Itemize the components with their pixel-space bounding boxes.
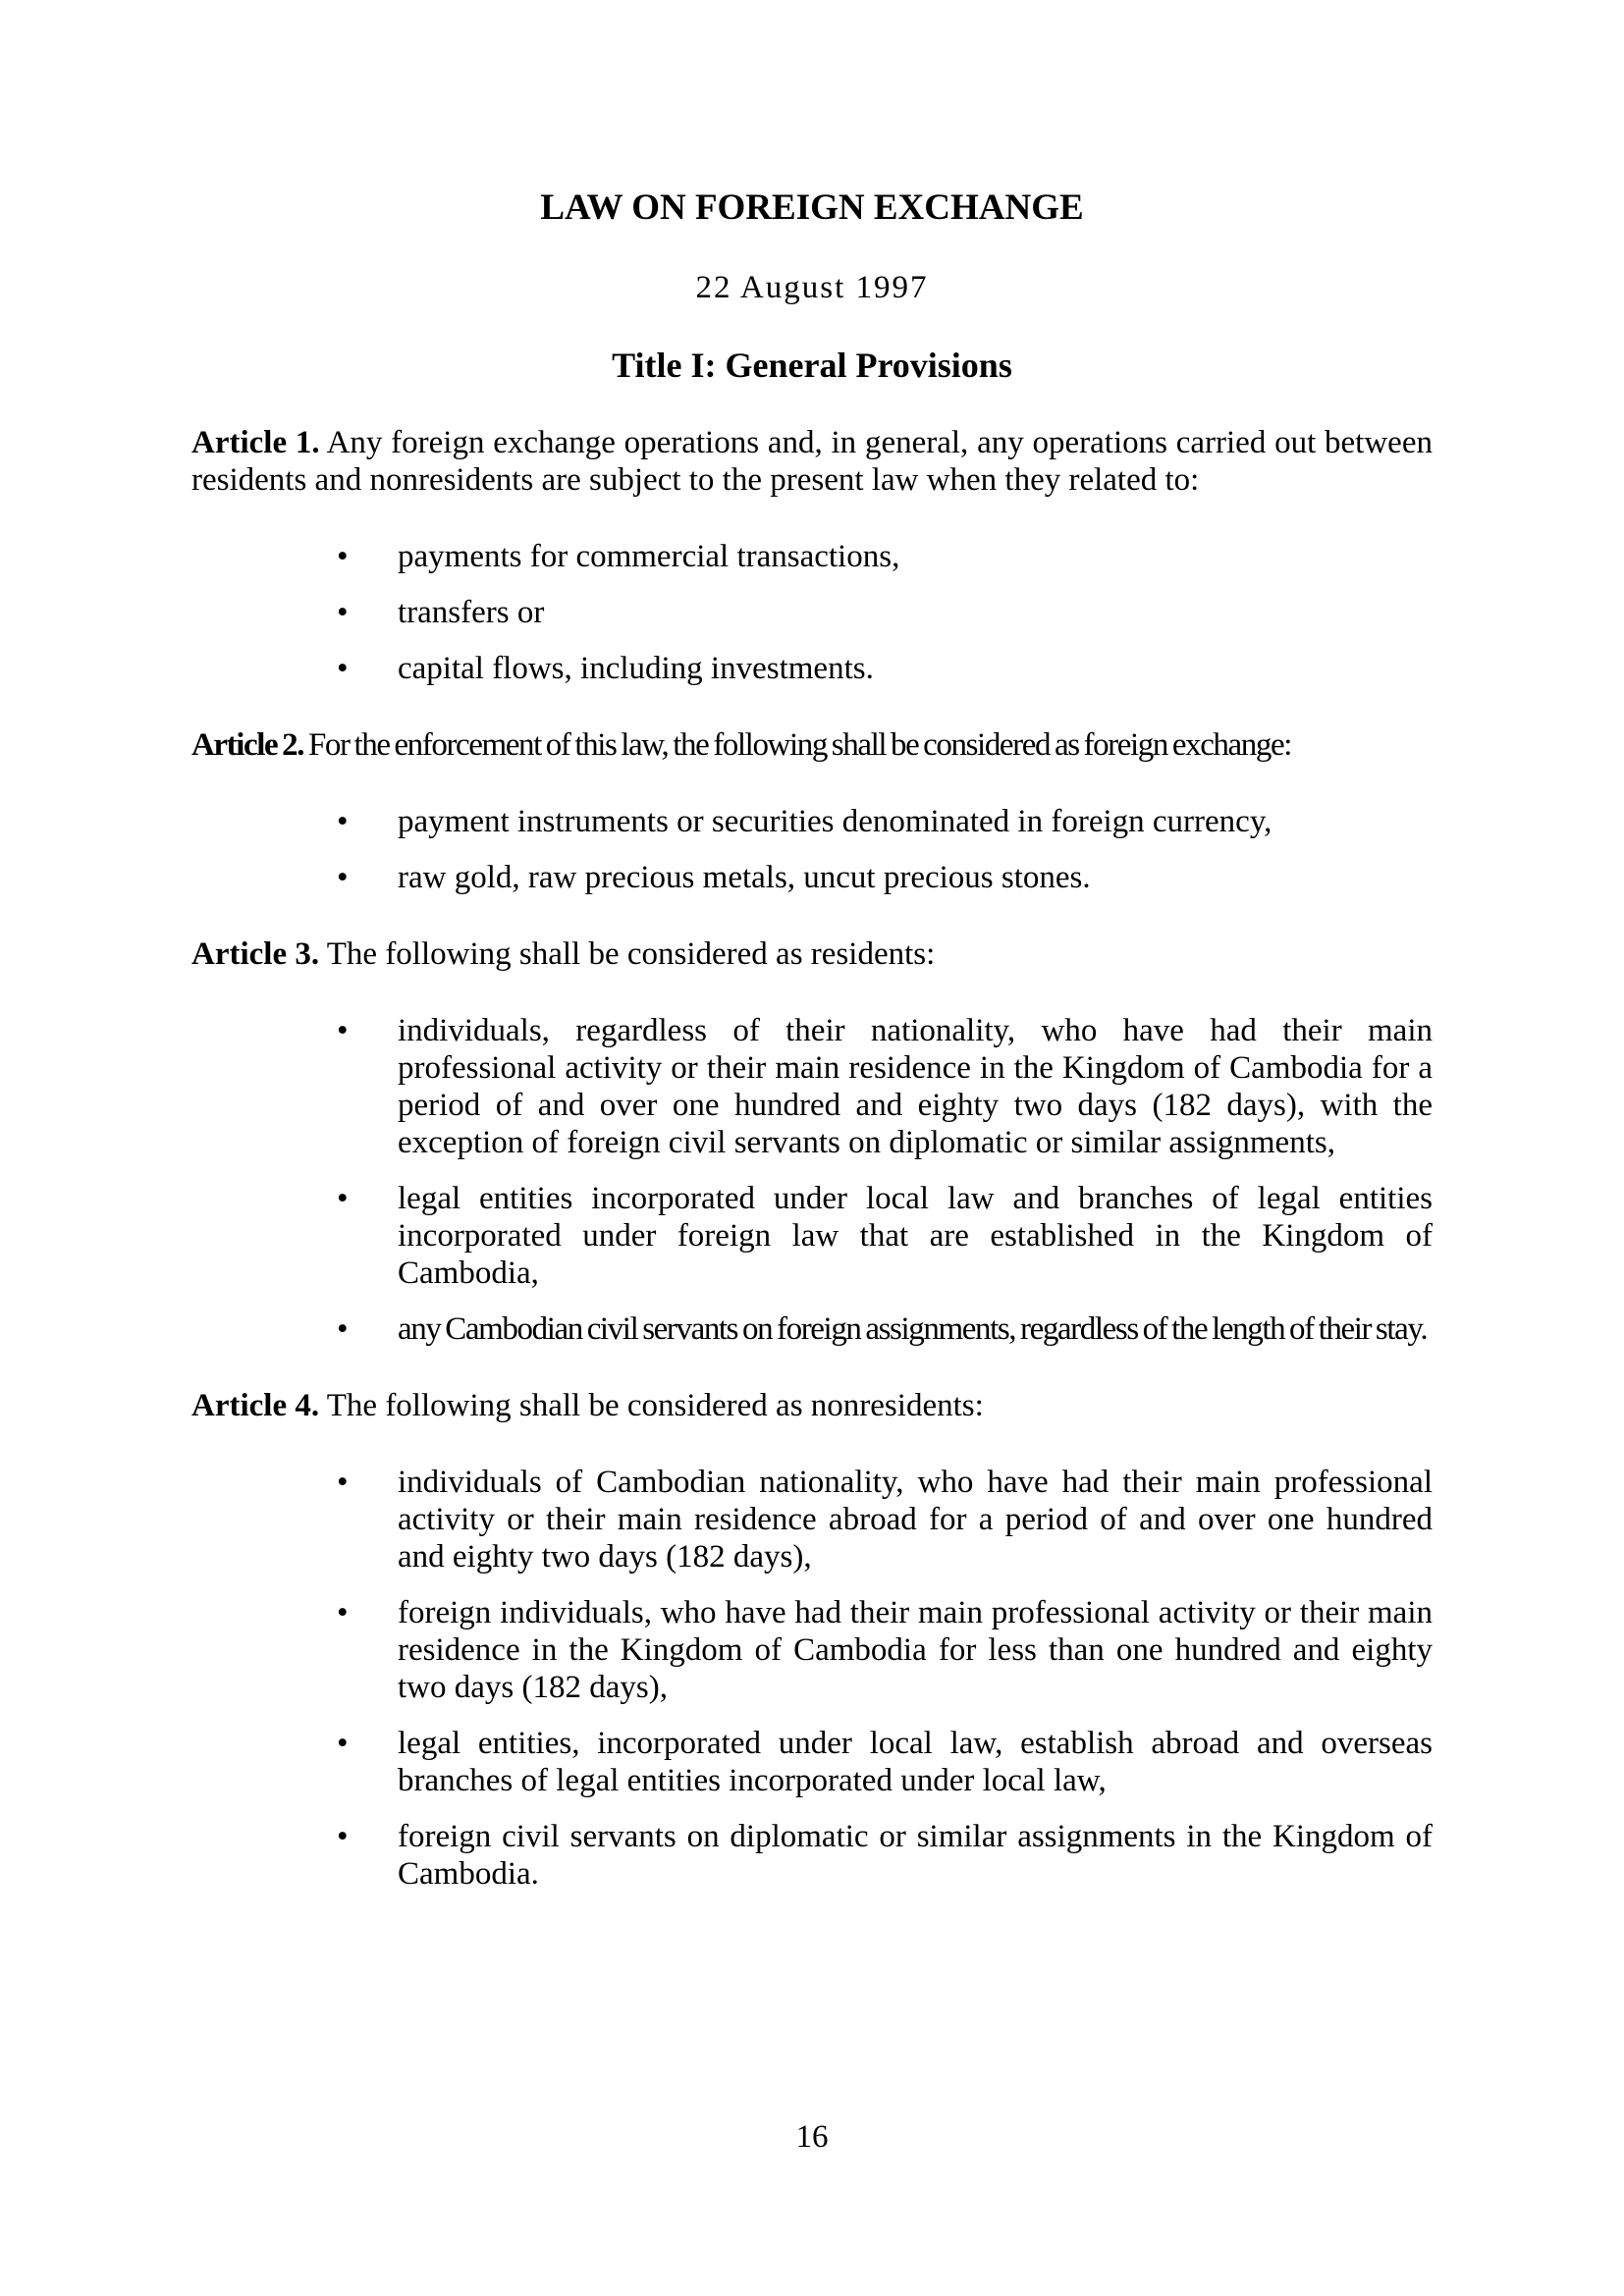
article-1-bullet-list <box>191 538 1433 687</box>
article-2-bullet-1: • payment instruments or securities denominated in foreign currency, <box>398 803 1433 840</box>
article-4-bullet-3: • legal entities, incorporated under local law, establish abroad and overseas branches of legal entities incorporated under local law, <box>398 1725 1433 1799</box>
article-2-bullet-2: • raw gold, raw precious metals, uncut precious stones. <box>398 859 1433 896</box>
article-1-text: Any foreign exchange operations and, in general, any operations carried out between residents and nonresidents are subject to the present law when they related to: <box>191 425 1433 498</box>
article-1-bullet-2: • transfers or <box>398 594 1433 631</box>
article-1-bullet-1: • payments for commercial transactions, <box>398 538 1433 575</box>
article-2-intro <box>191 726 1433 764</box>
article-2-bullet-list <box>191 803 1433 896</box>
article-4-bullet-1: • individuals of Cambodian nationality, who have had their main professional activity or their main residence abroad for a period of and over one hundred and eighty two days (182 days), <box>398 1464 1433 1575</box>
article-3-text: The following shall be considered as residents: <box>326 936 936 972</box>
article-4-intro <box>191 1387 1433 1424</box>
article-4-bullet-4: • foreign civil servants on diplomatic or similar assignments in the Kingdom of Cambodia. <box>398 1818 1433 1893</box>
article-4-bullet-2: • foreign individuals, who have had their main professional activity or their main residence in the Kingdom of Cambodia for less than one hundred and eighty two days (182 days), <box>398 1594 1433 1706</box>
article-1-bullet-3: • capital flows, including investments. <box>398 650 1433 687</box>
article-3-intro <box>191 935 1433 973</box>
article-4-label: Article 4. <box>191 1388 320 1423</box>
article-3-bullet-list <box>191 1012 1433 1348</box>
article-3-bullet-1: • individuals, regardless of their nationality, who have had their main professional activity or their main residence in the Kingdom of Cambodia for a period of and over one hundred and eighty two days (182 days), with the exception of foreign civil servants on diplomatic or similar assignments, <box>398 1012 1433 1161</box>
document-content <box>191 188 1433 1932</box>
article-4-text: The following shall be considered as nonresidents: <box>326 1388 984 1423</box>
article-3-bullet-3: • any Cambodian civil servants on foreign assignments, regardless of the length of their stay. <box>398 1310 1433 1348</box>
article-2-text: For the enforcement of this law, the following shall be considered as foreign exchange: <box>307 727 1291 763</box>
article-1-intro <box>191 424 1433 499</box>
article-4-bullet-list <box>191 1464 1433 1893</box>
article-1-label: Article 1. <box>191 425 320 460</box>
article-3-bullet-2: • legal entities incorporated under local law and branches of legal entities incorporated under foreign law that are established in the Kingdom of Cambodia, <box>398 1180 1433 1292</box>
article-2-label: Article 2. <box>191 727 304 763</box>
article-3-label: Article 3. <box>191 936 320 972</box>
page-number: 16 <box>795 2119 829 2155</box>
document-date: 22 August 1997 <box>695 270 929 305</box>
section-heading: Title I: General Provisions <box>612 346 1012 385</box>
document-title: LAW ON FOREIGN EXCHANGE <box>540 187 1084 228</box>
